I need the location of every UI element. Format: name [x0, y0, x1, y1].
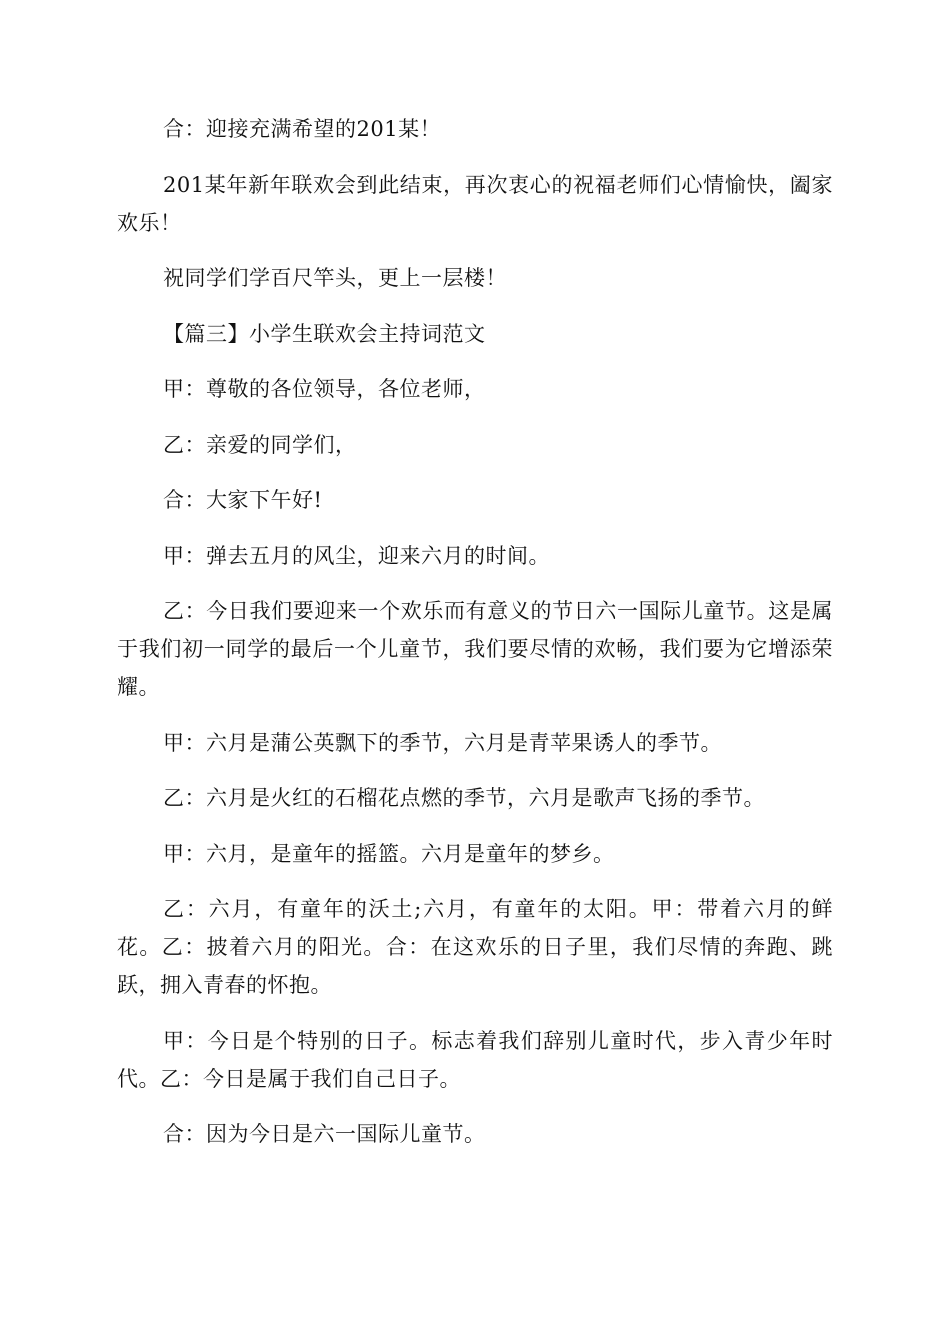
paragraph-june-sunshine: 乙：六月，有童年的沃土;六月，有童年的太阳。甲：带着六月的鲜花。乙：披着六月的阳光。合：在这欢乐的日子里，我们尽情的奔跑、跳跃，拥入青春的怀抱。 [117, 897, 833, 997]
paragraph-greeting-chorus: 合：大家下午好! [163, 488, 323, 512]
paragraph-closing-remarks: 201某年新年联欢会到此结束，再次衷心的祝福老师们心情愉快，阖家欢乐！ [117, 172, 833, 235]
paragraph-closing-chorus: 合：迎接充满希望的201某！ [163, 117, 442, 141]
paragraph-wishes: 祝同学们学百尺竿头，更上一层楼！ [163, 266, 507, 290]
paragraph-june-intro: 甲：弹去五月的风尘，迎来六月的时间。 [163, 543, 550, 568]
paragraph-greeting-students: 乙：亲爱的同学们， [163, 432, 357, 457]
section-heading: 【篇三】小学生联欢会主持词范文 [163, 321, 486, 346]
paragraph-childrens-day: 乙：今日我们要迎来一个欢乐而有意义的节日六一国际儿童节。这是属于我们初一同学的最后一个儿童节，我们要尽情的欢畅，我们要为它增添荣耀。 [117, 599, 833, 699]
paragraph-june-season-2: 乙：六月是火红的石榴花点燃的季节，六月是歌声飞扬的季节。 [163, 786, 765, 810]
document-body [117, 110, 833, 1171]
paragraph-june-season-1: 甲：六月是蒲公英飘下的季节，六月是青苹果诱人的季节。 [163, 730, 722, 755]
paragraph-greeting-leaders: 甲：尊敬的各位领导，各位老师， [163, 377, 486, 401]
paragraph-june-cradle: 甲：六月，是童年的摇篮。六月是童年的梦乡。 [163, 841, 615, 866]
paragraph-special-day: 甲：今日是个特别的日子。标志着我们辞别儿童时代，步入青少年时代。乙：今日是属于我们自己日子。 [117, 1028, 833, 1091]
paragraph-final-chorus: 合：因为今日是六一国际儿童节。 [163, 1122, 486, 1146]
